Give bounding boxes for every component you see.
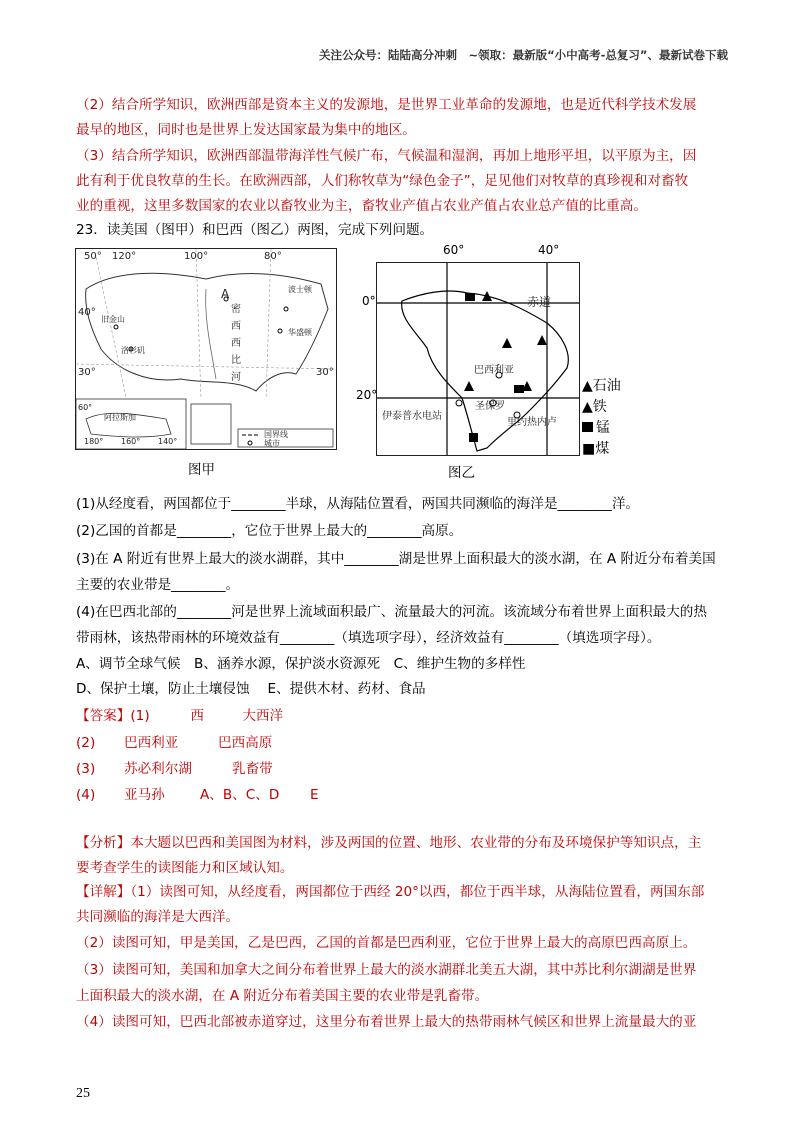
square-icon: ■ (582, 441, 596, 457)
map-a-caption: 图甲 (188, 462, 215, 478)
brazil-legend (582, 376, 642, 460)
para-3-line-1: （3）结合所学知识，欧洲西部温带海洋性气候广布，气候温和湿润，再加上地形平坦，以平原为主，因 (76, 148, 697, 164)
legend-iron: ▲铁 (582, 399, 607, 415)
q2: (2)乙国的首都是________，它位于世界上最大的________高原。 (76, 523, 463, 539)
map-brazil (376, 262, 580, 456)
q3-line-2: 主要的农业带是________。 (76, 577, 240, 593)
q4-line-1: (4)在巴西北部的________河是世界上流域面积最广、流量最大的河流。该流域分布着世界上面积最大的热 (76, 604, 707, 620)
legend-oil: ▲石油 (582, 378, 621, 394)
legend-border: 国界线 (264, 430, 288, 439)
para-3-line-3: 业的重视，这里多数国家的农业以畜牧业为主，畜牧业产值占农业产值占农业总产值的比重高。 (76, 198, 647, 214)
city-sao-paulo: 圣保罗 (475, 401, 505, 412)
city-washington: 华盛顿 (288, 328, 312, 337)
brazil-lat-0: 0° (362, 294, 376, 308)
q4-line-2: 带雨林，该热带雨林的环境效益有________（填选项字母），经济效益有________（填选项字母）。 (76, 630, 661, 646)
inset-lon-label: 140° (158, 437, 178, 446)
brazil-lon-40: 40° (538, 243, 560, 257)
para-3-line-2: 此有利于优良牧草的生长。在欧洲西部，人们称牧草为“绿色金子”，足见他们对牧草的真珍视和对畜牧 (76, 173, 689, 189)
city-los-angeles: 洛杉矶 (121, 346, 145, 355)
map-b-caption: 图乙 (448, 465, 475, 481)
itaipu-label: 伊泰普水电站 (382, 411, 442, 422)
legend-manganese: 锰 (582, 418, 642, 439)
detail-2: （2）读图可知，甲是美国，乙是巴西，乙国的首都是巴西利亚，它位于世界上最大的高原巴西高原上。 (76, 935, 697, 951)
options-line-1: A、调节全球气候 B、涵养水源，保护淡水资源死 C、维护生物的多样性 (76, 656, 526, 672)
legend-coal: ■煤 (582, 441, 610, 457)
answer-tag: 【答案】 (76, 708, 131, 724)
answer-2: (2) 巴西利亚 巴西高原 (76, 735, 273, 751)
city-san-francisco: 旧金山 (101, 315, 125, 324)
brazil-lon-60: 60° (443, 243, 465, 257)
usa-lon-label: 100° (184, 251, 209, 262)
city-rio: 里约热内卢 (507, 417, 557, 428)
usa-lat-label: 30° (78, 367, 96, 378)
options-line-2: D、保护土壤，防止土壤侵蚀 E、提供木材、药材、食品 (76, 681, 426, 697)
inset-lon-label: 160° (121, 437, 141, 446)
usa-lon-label: 80° (264, 251, 282, 262)
answer-4: (4) 亚马孙 A、B、C、D E (76, 787, 319, 803)
answer-1: 【答案】(1) 西 大西洋 (76, 703, 726, 729)
legend-city: 城市 (264, 439, 280, 448)
inset-lat-label: 60° (78, 403, 93, 412)
usa-lon-label: 50° (84, 251, 102, 262)
city-boston: 波士顿 (288, 285, 312, 294)
mississippi-label: 密西西比河 (231, 304, 241, 383)
detail-3-line-1: （3）读图可知，美国和加拿大之间分布着世界上最大的淡水湖群北美五大湖，其中苏比利尔湖湖是世界 (76, 962, 697, 978)
usa-lon-label: 120° (112, 251, 137, 262)
triangle-icon: ▲ (582, 399, 593, 415)
city-brasilia: 巴西利亚 (474, 365, 514, 376)
q1: (1)从经度看，两国都位于________半球，从海陆位置看，两国共同濒临的海洋是________洋。 (76, 496, 640, 512)
brazil-lat-20: 20° (356, 388, 378, 402)
detail-line-2: 共同濒临的海洋是大西洋。 (76, 909, 240, 925)
detail-line-1: 【详解】（1）读图可知，从经度看，两国都位于西经 20°以西，都位于西半球，从海陆位置看，两国东部 (76, 884, 705, 900)
detail-4: （4）读图可知，巴西北部被赤道穿过，这里分布着世界上最大的热带雨林气候区和世界上流量最大的亚 (76, 1014, 697, 1030)
inset-alaska-label: 阿拉斯加 (104, 413, 136, 422)
triangle-icon: ▲ (582, 378, 593, 394)
map-usa (75, 248, 337, 450)
detail-3-line-2: 上面积最大的淡水湖，在 A 附近分布着美国主要的农业带是乳畜带。 (76, 988, 489, 1004)
page-header: 关注公众号：陆陆高分冲刺 ~领取：最新版“小中高考-总复习”、最新试卷下载 (318, 48, 728, 62)
answer-3: (3) 苏必利尔湖 乳畜带 (76, 761, 273, 777)
flag-icon (582, 422, 593, 432)
para-2-line-2: 最早的地区，同时也是世界上发达国家最为集中的地区。 (76, 122, 416, 138)
page-number: 25 (76, 1086, 90, 1101)
usa-point-a: A (221, 287, 230, 301)
q3-line-1: (3)在 A 附近有世界上最大的淡水湖群，其中________湖是世界上面积最大的淡水湖，在 A 附近分布着美国 (76, 551, 716, 567)
equator-label: 赤道 (527, 295, 552, 309)
analysis-line-2: 要考查学生的读图能力和区域认知。 (76, 860, 294, 876)
inset-lon-label: 180° (84, 437, 104, 446)
analysis-line-1: 【分析】本大题以巴西和美国图为材料，涉及两国的位置、地形、农业带的分布及环境保护等知识点，主 (76, 835, 702, 851)
para-2-line-1: （2）结合所学知识，欧洲西部是资本主义的发源地，是世界工业革命的发源地，也是近代科学技术发展 (76, 97, 697, 113)
usa-lat-label: 30° (316, 367, 334, 378)
usa-lat-label: 40° (78, 307, 96, 318)
question-23: 23．读美国（图甲）和巴西（图乙）两图，完成下列问题。 (76, 222, 434, 238)
